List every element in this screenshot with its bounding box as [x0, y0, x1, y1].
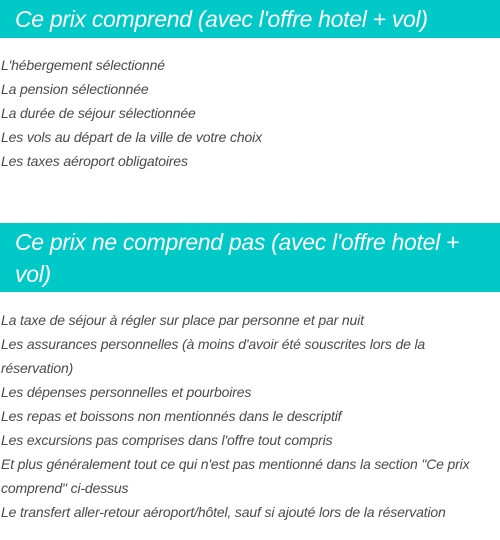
price-excludes-heading: Ce prix ne comprend pas (avec l'offre hotel + vol): [0, 223, 500, 292]
list-item: Et plus généralement tout ce qui n'est pas mentionné dans la section "Ce prix comprend" ci-dessus: [1, 456, 470, 496]
list-item: Les vols au départ de la ville de votre choix: [1, 129, 262, 145]
list-item: Les assurances personnelles (à moins d'avoir été souscrites lors de la réservation): [1, 336, 426, 376]
price-includes-heading: Ce prix comprend (avec l'offre hotel + vol): [0, 0, 500, 38]
list-item: Les dépenses personnelles et pourboires: [1, 384, 252, 400]
list-item: La pension sélectionnée: [1, 81, 149, 97]
list-item: Les repas et boissons non mentionnés dans le descriptif: [1, 408, 342, 424]
price-includes-list: [0, 53, 500, 173]
list-item: Le transfert aller-retour aéroport/hôtel, sauf si ajouté lors de la réservation: [1, 504, 446, 520]
list-item: L'hébergement sélectionné: [1, 57, 165, 73]
list-item: La taxe de séjour à régler sur place par personne et par nuit: [1, 312, 364, 328]
price-excludes-list: [0, 308, 500, 524]
list-item: La durée de séjour sélectionnée: [1, 105, 196, 121]
list-item: Les excursions pas comprises dans l'offre tout compris: [1, 432, 333, 448]
list-item: Les taxes aéroport obligatoires: [1, 153, 188, 169]
